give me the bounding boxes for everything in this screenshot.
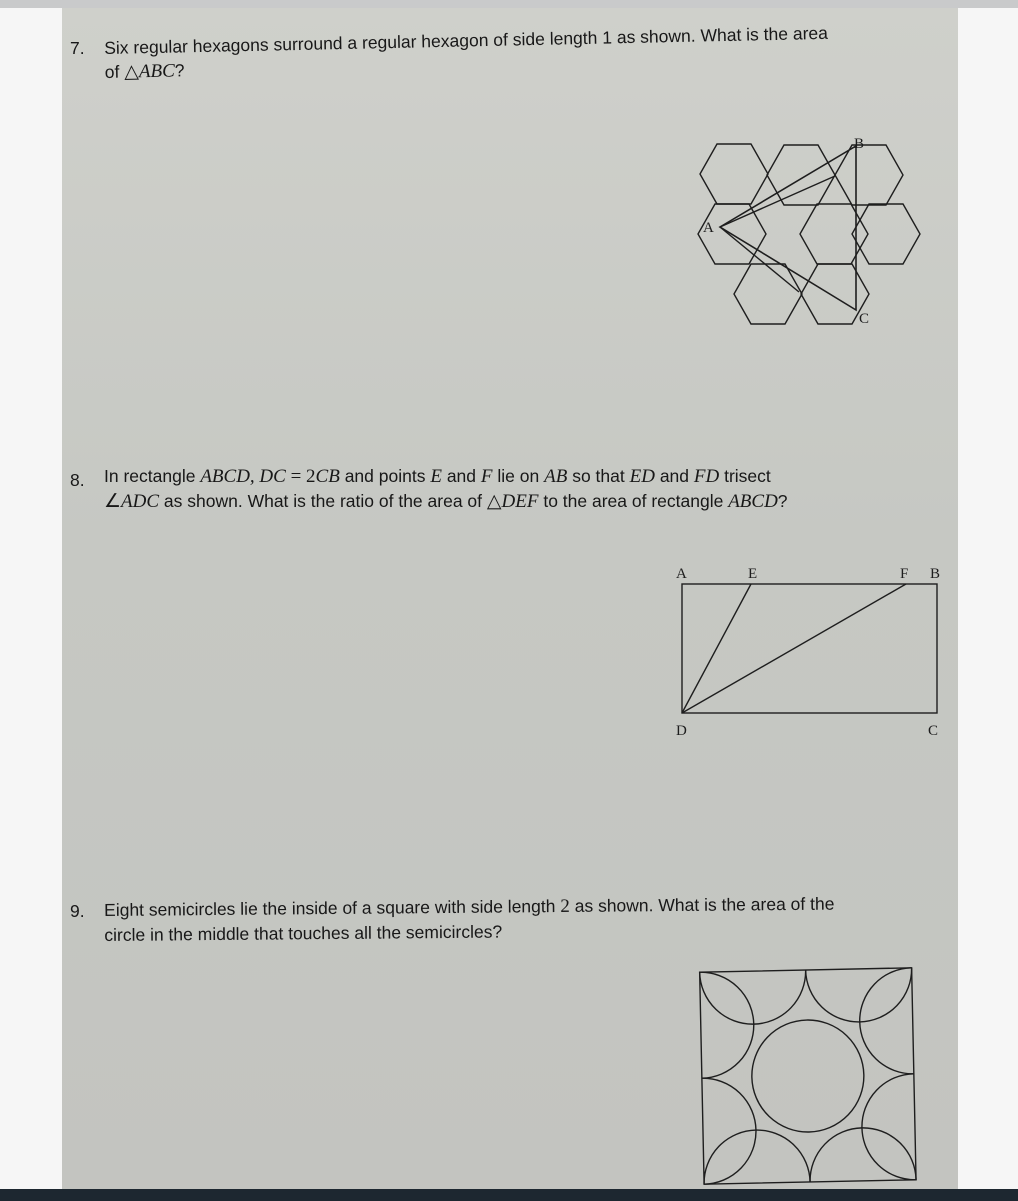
p8-eq: = 2 <box>285 466 316 487</box>
p8-t4: lie on <box>497 466 540 486</box>
worksheet-page <box>62 8 958 1189</box>
p9-line2: circle in the middle that touches all the semicircles? <box>104 921 503 945</box>
p8-m1: ABCD, DC <box>200 466 286 487</box>
p9-t2: as shown. What is the area of the <box>574 893 835 916</box>
angle-symbol: ∠ <box>104 491 122 512</box>
problem-7-number: 7. <box>70 38 85 58</box>
taskbar-strip <box>0 1189 1018 1201</box>
semicircle-bottom-left <box>703 1129 810 1184</box>
label-rect-e: E <box>748 566 758 582</box>
p8-m10: ABCD <box>728 491 778 512</box>
problem-8-number: 8. <box>70 470 85 490</box>
p8-t1: In rectangle <box>104 466 196 486</box>
p8-m5: AB <box>544 466 568 487</box>
p8-t2: and points <box>344 466 426 486</box>
p8-t3: and <box>446 466 477 486</box>
p8-m3: E <box>430 466 442 487</box>
triangle-symbol: △ <box>124 61 140 83</box>
label-rect-b: B <box>930 566 941 582</box>
problem-7-line2-prefix: of <box>104 61 120 82</box>
p8-t9: to the area of rectangle <box>543 491 724 511</box>
p8-t7: trisect <box>724 466 771 486</box>
right-margin <box>958 8 1018 1189</box>
problem-7-line1: Six regular hexagons surround a regular hexagon of side length 1 as shown. What is the area <box>104 22 829 58</box>
middle-circle <box>751 1019 865 1133</box>
p8-m6: ED <box>629 466 655 487</box>
problem-9-number: 9. <box>70 901 85 921</box>
triangle-symbol-2: △ <box>486 491 502 512</box>
problem-7-qmark: ? <box>174 60 185 81</box>
label-rect-f: F <box>900 566 909 582</box>
semicircle-figure <box>62 8 958 1189</box>
label-hex-a: A <box>703 220 714 236</box>
p8-t5: so that <box>572 466 625 486</box>
semicircle-left-top <box>700 971 755 1078</box>
label-hex-c: C <box>859 311 870 327</box>
p8-t6: and <box>659 466 690 486</box>
semicircle-top-right <box>806 968 913 1023</box>
p9-side: 2 <box>560 895 570 918</box>
semicircle-right-bottom <box>861 1074 916 1181</box>
p8-t8: as shown. What is the ratio of the area of <box>163 491 483 511</box>
p8-m7: FD <box>693 466 720 487</box>
p8-m4: F <box>480 466 493 487</box>
label-hex-b: B <box>854 136 865 152</box>
left-margin <box>0 8 62 1189</box>
p8-t10: ? <box>777 491 788 511</box>
label-rect-a: A <box>676 566 687 582</box>
label-rect-c: C <box>928 723 939 739</box>
p8-m2: CB <box>315 466 340 487</box>
p8-m9: DEF <box>501 491 539 512</box>
p8-m8: ADC <box>121 491 160 512</box>
p9-t1: Eight semicircles lie the inside of a square with side length <box>104 896 556 920</box>
window-top-strip <box>0 0 1018 8</box>
outer-square <box>700 968 916 1184</box>
problem-7-math: ABC <box>138 60 175 83</box>
label-rect-d: D <box>676 723 687 739</box>
